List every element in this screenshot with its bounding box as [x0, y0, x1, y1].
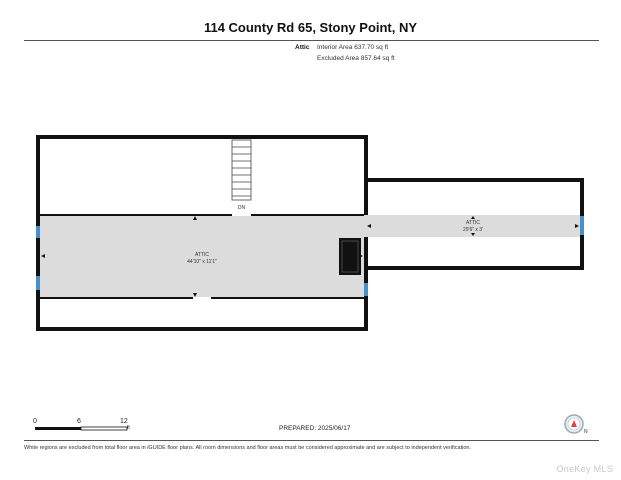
scale-label-6: 6	[77, 418, 81, 425]
window-right	[580, 216, 584, 235]
stair-direction-label: DN	[237, 205, 246, 211]
floor-label: Attic	[295, 44, 310, 51]
compass-north-label: N	[584, 429, 588, 435]
scale-unit: ft	[127, 425, 130, 431]
prepared-date: PREPARED: 2025/06/17	[279, 425, 351, 432]
scale-label-0: 0	[33, 418, 37, 425]
room-dimensions-wing: 29'6" x 3'	[462, 227, 484, 233]
compass-icon	[565, 415, 583, 433]
page-title: 114 County Rd 65, Stony Point, NY	[203, 20, 418, 35]
interior-area: Interior Area 637.70 sq ft	[317, 44, 389, 51]
stair-outline	[232, 140, 251, 200]
window-center	[364, 283, 368, 296]
window-left-lower	[36, 276, 40, 290]
footer-divider	[24, 440, 599, 441]
room-name-wing: ATTIC	[465, 220, 481, 226]
watermark: OneKey MLS	[556, 464, 613, 474]
room-name-main: ATTIC	[194, 252, 210, 258]
disclaimer-text: White regions are excluded from total floor area in iGUIDE floor plans. All room dimensions and floor areas must be considered approximate and are subject to independent verification.	[24, 445, 471, 451]
room-dimensions-main: 44'10" x 11'1"	[187, 259, 217, 265]
excluded-area: Excluded Area 857.64 sq ft	[317, 55, 395, 62]
staircase	[232, 140, 251, 200]
scale-bar	[35, 427, 127, 430]
window-left-upper	[36, 226, 40, 238]
scale-label-12: 12	[120, 418, 128, 425]
